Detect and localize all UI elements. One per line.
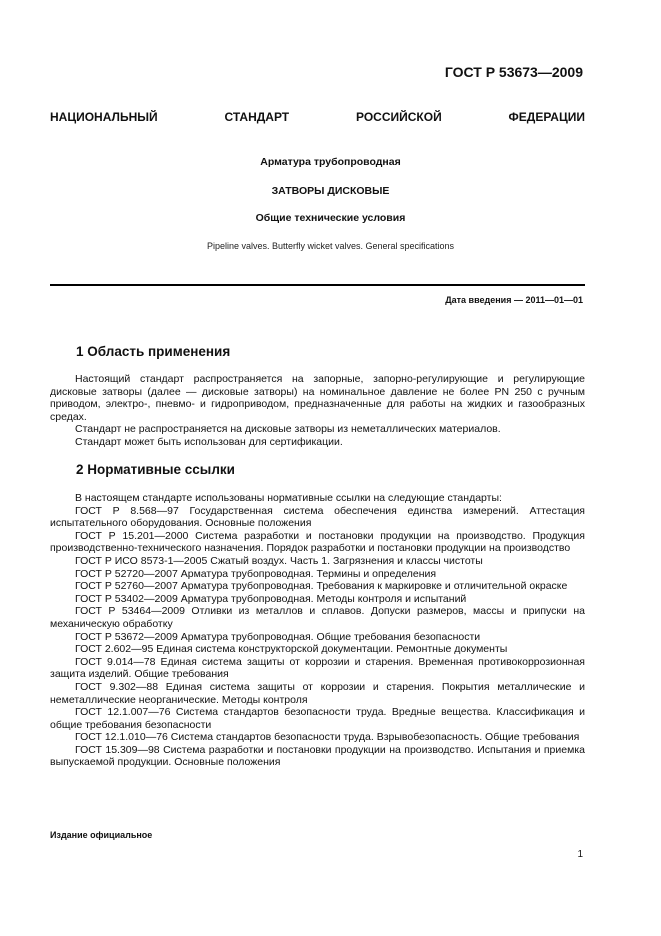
reference-item: ГОСТ 9.014—78 Единая система защиты от коррозии и старения. Временная противокоррозионная защита изделий. Общие требования	[50, 655, 585, 681]
national-standard-banner	[50, 110, 585, 124]
section-1-body	[50, 373, 585, 449]
page-number: 1	[577, 849, 583, 860]
reference-item: ГОСТ 9.302—88 Единая система защиты от коррозии и старения. Покрытия металлические и неметаллические неорганические. Методы контроля	[50, 680, 585, 706]
banner-word: СТАНДАРТ	[224, 110, 290, 124]
reference-item: ГОСТ Р 52760—2007 Арматура трубопроводная. Требования к маркировке и отличительной окраске	[75, 580, 568, 593]
banner-word: ФЕДЕРАЦИИ	[508, 110, 585, 124]
section-2-body	[50, 492, 585, 769]
paragraph: В настоящем стандарте использованы нормативные ссылки на следующие стандарты:	[75, 492, 502, 504]
reference-item: ГОСТ 2.602—95 Единая система конструкторской документации. Ремонтные документы	[75, 643, 508, 656]
reference-item: ГОСТ 12.1.010—76 Система стандартов безопасности труда. Взрывобезопасность. Общие требования	[75, 731, 580, 744]
reference-item: ГОСТ 12.1.007—76 Система стандартов безопасности труда. Вредные вещества. Классификация и общие требования безопасности	[50, 706, 585, 731]
reference-item: ГОСТ 15.309—98 Система разработки и постановки продукции на производство. Испытания и приемка выпускаемой продукции. Основные положения	[50, 743, 585, 769]
english-title: Pipeline valves. Butterfly wicket valves. General specifications	[206, 241, 455, 251]
banner-word: НАЦИОНАЛЬНЫЙ	[50, 110, 158, 124]
reference-item: ГОСТ Р 52720—2007 Арматура трубопроводная. Термины и определения	[75, 567, 437, 580]
reference-item: ГОСТ Р 53464—2009 Отливки из металлов и сплавов. Допуски размеров, массы и припуски на механическую обработку	[50, 605, 585, 630]
banner-word: РОССИЙСКОЙ	[355, 110, 442, 124]
title-line-3: Общие технические условия	[255, 212, 406, 224]
title-line-2: ЗАТВОРЫ ДИСКОВЫЕ	[271, 185, 390, 197]
section-1-heading: 1 Область применения	[76, 344, 231, 359]
reference-item: ГОСТ Р ИСО 8573-1—2005 Сжатый воздух. Часть 1. Загрязнения и классы чистоты	[75, 554, 483, 567]
reference-item: ГОСТ Р 53402—2009 Арматура трубопроводная. Методы контроля и испытаний	[75, 592, 467, 605]
section-2-heading: 2 Нормативные ссылки	[76, 462, 235, 477]
reference-item: ГОСТ Р 8.568—97 Государственная система обеспечения единства измерений. Аттестация испытательного оборудования. Основные положения	[50, 504, 585, 530]
reference-item: ГОСТ Р 53672—2009 Арматура трубопроводная. Общие требования безопасности	[75, 630, 481, 643]
reference-item: ГОСТ Р 15.201—2000 Система разработки и постановки продукции на производство. Продукция производственно-технического назначения. Порядок разработки и постановки продукции на производство	[50, 529, 585, 555]
document-code: ГОСТ Р 53673—2009	[444, 64, 583, 80]
paragraph: Стандарт может быть использован для сертификации.	[75, 435, 343, 448]
official-edition-note: Издание официальное	[50, 830, 153, 840]
paragraph: Стандарт не распространяется на дисковые затворы из неметаллических материалов.	[75, 423, 501, 436]
introduction-date: Дата введения — 2011—01—01	[445, 295, 583, 305]
title-line-1: Арматура трубопроводная	[260, 156, 401, 168]
paragraph: Настоящий стандарт распространяется на запорные, запорно-регулирующие и регулирующие дисковые затворы (далее — дисковые затворы) на номинальное давление не более PN 250 с ручным приводом, электро-, пневмо- и гидроприводом, предназначенные для работы на жидких и газообразных средах.	[50, 373, 585, 423]
title-divider	[50, 284, 585, 286]
